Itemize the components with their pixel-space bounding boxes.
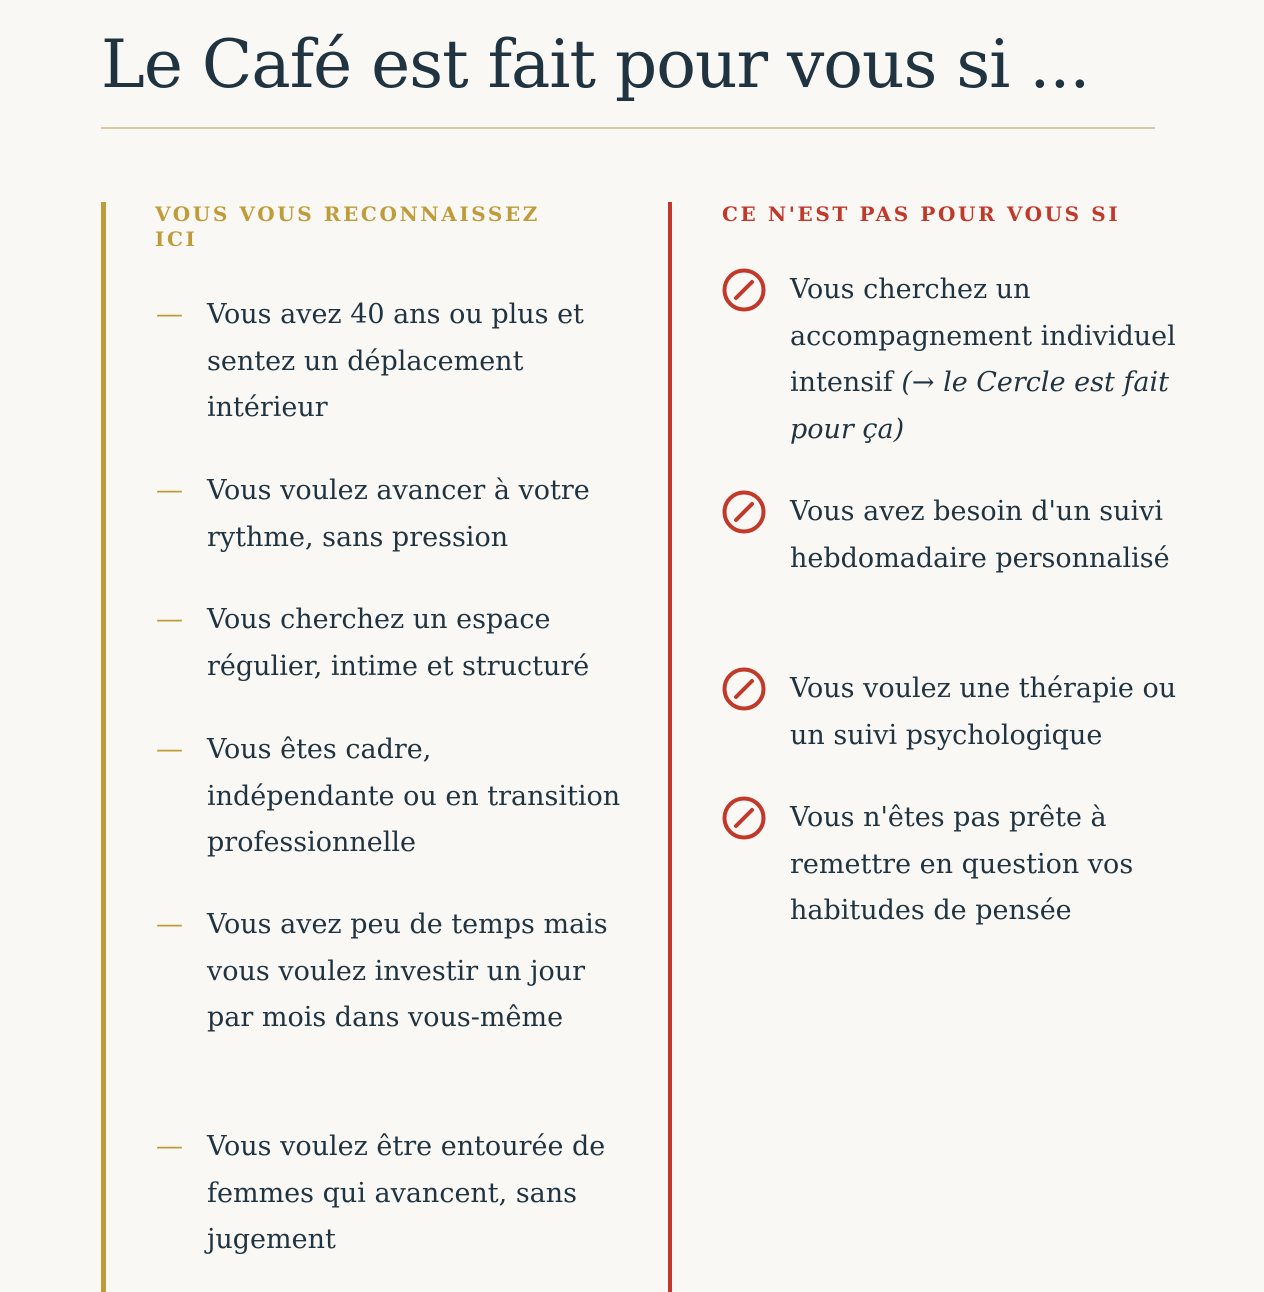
- for-you-item-text: Vous avez 40 ans ou plus et sentez un déplacement intérieur: [207, 299, 584, 423]
- for-you-item: [156, 727, 627, 867]
- prohibited-icon: [721, 795, 767, 841]
- for-you-heading: VOUS VOUS RECONNAISSEZ ICI: [155, 202, 541, 251]
- not-for-you-item: [790, 489, 1180, 582]
- for-you-item-text: Vous êtes cadre, indépendante ou en transition professionnelle: [207, 734, 621, 858]
- dash-bullet-icon: —: [156, 475, 183, 506]
- for-you-item-text: Vous voulez avancer à votre rythme, sans pression: [207, 475, 590, 553]
- page-title: Le Café est fait pour vous si ...: [101, 26, 1090, 103]
- for-you-item: [156, 1124, 627, 1264]
- not-for-you-item-text: Vous voulez une thérapie ou un suivi psychologique: [790, 673, 1177, 751]
- for-you-column: [101, 202, 621, 1292]
- not-for-you-item-note: (→ le Cercle est fait pour ça): [790, 367, 1169, 445]
- not-for-you-column: [668, 202, 1177, 1292]
- dash-bullet-icon: —: [156, 909, 183, 940]
- not-for-you-heading: CE N'EST PAS POUR VOUS SI: [722, 202, 1121, 226]
- not-for-you-item-text: Vous cherchez un accompagnement individuel intensif: [790, 274, 1176, 398]
- for-you-item: [156, 902, 627, 1042]
- dash-bullet-icon: —: [156, 604, 183, 635]
- for-you-item-text: Vous voulez être entourée de femmes qui avancent, sans jugement: [207, 1131, 606, 1255]
- title-divider: [101, 127, 1155, 129]
- not-for-you-item-text: Vous avez besoin d'un suivi hebdomadaire personnalisé: [790, 496, 1170, 574]
- dash-bullet-icon: —: [156, 734, 183, 765]
- not-for-you-item-text: Vous n'êtes pas prête à remettre en question vos habitudes de pensée: [790, 802, 1134, 926]
- dash-bullet-icon: —: [156, 1131, 183, 1162]
- prohibited-icon: [721, 666, 767, 712]
- dash-bullet-icon: —: [156, 299, 183, 330]
- for-you-item: [156, 468, 627, 561]
- not-for-you-item: [790, 795, 1180, 935]
- for-you-item-text: Vous avez peu de temps mais vous voulez investir un jour par mois dans vous-même: [207, 909, 608, 1033]
- for-you-item: [156, 597, 627, 690]
- prohibited-icon: [721, 489, 767, 535]
- for-you-item: [156, 292, 627, 432]
- not-for-you-item: [790, 267, 1180, 453]
- prohibited-icon: [721, 267, 767, 313]
- for-you-item-text: Vous cherchez un espace régulier, intime et structuré: [207, 604, 590, 682]
- not-for-you-item: [790, 666, 1180, 759]
